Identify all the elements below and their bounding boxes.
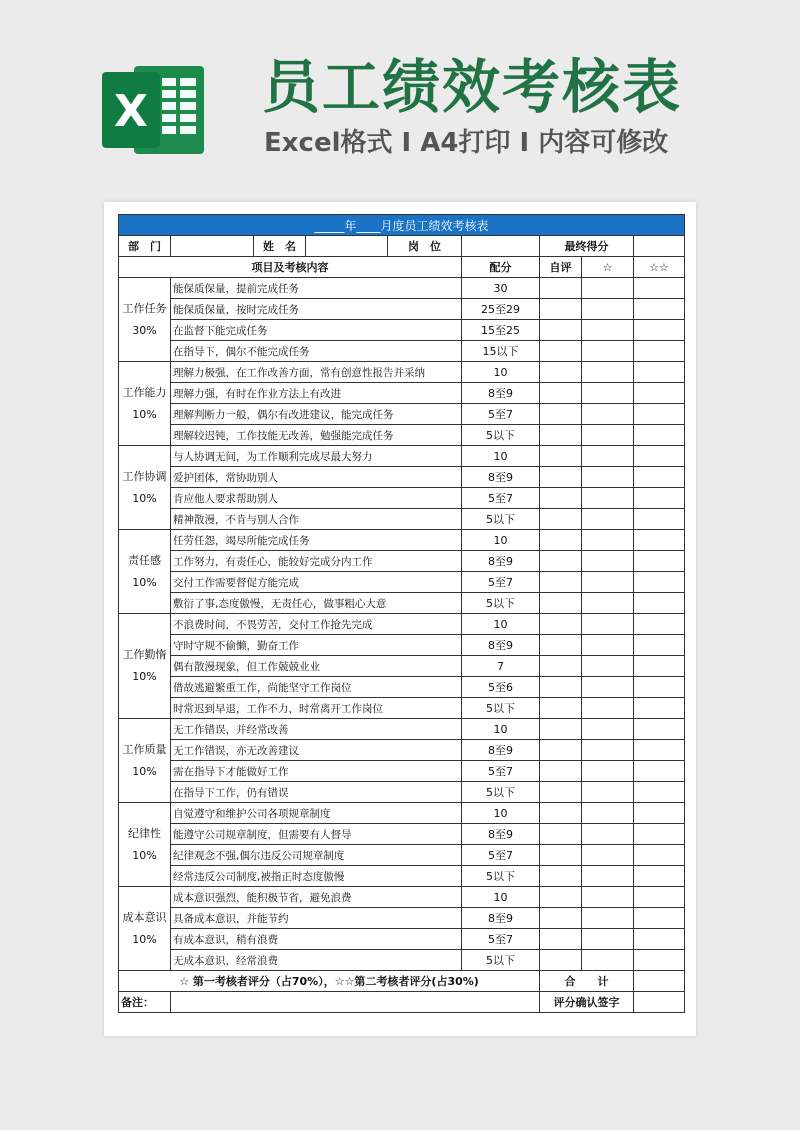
- first-rater-score-cell[interactable]: [582, 614, 634, 635]
- category-name: 责任感: [128, 553, 161, 567]
- second-rater-score-cell[interactable]: [634, 593, 685, 614]
- criteria-score: 5至7: [462, 845, 540, 866]
- first-rater-score-cell[interactable]: [582, 719, 634, 740]
- category-weight: 10%: [132, 491, 157, 505]
- category-cell: [119, 530, 171, 614]
- criteria-row: [119, 929, 685, 950]
- criteria-score: 15以下: [462, 341, 540, 362]
- criteria-text: 守时守规不偷懒，勤奋工作: [171, 635, 462, 656]
- criteria-text: 能保质保量，按时完成任务: [171, 299, 462, 320]
- second-rater-score-cell[interactable]: [634, 950, 685, 971]
- criteria-text: 需在指导下才能做好工作: [171, 761, 462, 782]
- self-score-cell[interactable]: [540, 740, 582, 761]
- category-weight: 10%: [132, 848, 157, 862]
- self-score-cell[interactable]: [540, 320, 582, 341]
- first-rater-score-cell[interactable]: [582, 866, 634, 887]
- sign-cell[interactable]: [634, 992, 685, 1013]
- criteria-row: [119, 719, 685, 740]
- criteria-row: [119, 341, 685, 362]
- second-rater-score-cell[interactable]: [634, 278, 685, 299]
- self-score-cell[interactable]: [540, 551, 582, 572]
- first-rater-score-cell[interactable]: [582, 782, 634, 803]
- criteria-row: [119, 782, 685, 803]
- second-rater-score-cell[interactable]: [634, 803, 685, 824]
- self-score-cell[interactable]: [540, 719, 582, 740]
- criteria-score: 5以下: [462, 698, 540, 719]
- criteria-score: 5至7: [462, 404, 540, 425]
- criteria-score: 5以下: [462, 782, 540, 803]
- criteria-row: [119, 803, 685, 824]
- self-score-cell[interactable]: [540, 656, 582, 677]
- second-rater-score-cell[interactable]: [634, 740, 685, 761]
- self-score-cell[interactable]: [540, 635, 582, 656]
- second-rater-score-cell[interactable]: [634, 509, 685, 530]
- second-rater-column-header: ☆☆: [634, 257, 685, 278]
- first-rater-score-cell[interactable]: [582, 551, 634, 572]
- criteria-score: 25至29: [462, 299, 540, 320]
- second-rater-score-cell[interactable]: [634, 698, 685, 719]
- second-rater-score-cell[interactable]: [634, 530, 685, 551]
- criteria-text: 爱护团体，常协助别人: [171, 467, 462, 488]
- criteria-score: 7: [462, 656, 540, 677]
- criteria-score: 8至9: [462, 551, 540, 572]
- self-score-cell[interactable]: [540, 761, 582, 782]
- category-weight: 30%: [132, 323, 157, 337]
- self-score-cell[interactable]: [540, 908, 582, 929]
- first-rater-score-cell[interactable]: [582, 677, 634, 698]
- criteria-row: [119, 761, 685, 782]
- position-value-cell[interactable]: [462, 236, 540, 257]
- category-cell: [119, 278, 171, 362]
- criteria-score: 5至7: [462, 572, 540, 593]
- criteria-score: 10: [462, 887, 540, 908]
- second-rater-score-cell[interactable]: [634, 383, 685, 404]
- second-rater-score-cell[interactable]: [634, 761, 685, 782]
- criteria-text: 交付工作需要督促方能完成: [171, 572, 462, 593]
- self-score-cell[interactable]: [540, 866, 582, 887]
- criteria-score: 5以下: [462, 593, 540, 614]
- criteria-text: 无工作错误，并经常改善: [171, 719, 462, 740]
- second-rater-score-cell[interactable]: [634, 446, 685, 467]
- criteria-score: 8至9: [462, 383, 540, 404]
- second-rater-score-cell[interactable]: [634, 719, 685, 740]
- criteria-text: 在指导下，偶尔不能完成任务: [171, 341, 462, 362]
- category-name: 工作质量: [122, 742, 167, 756]
- second-rater-score-cell[interactable]: [634, 656, 685, 677]
- self-score-cell[interactable]: [540, 383, 582, 404]
- category-cell: [119, 362, 171, 446]
- category-name: 工作勤惰: [122, 648, 167, 661]
- criteria-text: 无成本意识，经常浪费: [171, 950, 462, 971]
- criteria-score: 8至9: [462, 908, 540, 929]
- self-score-cell[interactable]: [540, 887, 582, 908]
- criteria-score: 5至7: [462, 488, 540, 509]
- rater-weight-note: ☆ 第一考核者评分（占70%），☆☆第二考核者评分(占30%): [119, 971, 540, 992]
- first-rater-score-cell[interactable]: [582, 908, 634, 929]
- criteria-text: 在指导下工作，仍有错误: [171, 782, 462, 803]
- criteria-score: 8至9: [462, 824, 540, 845]
- remark-row: [119, 992, 685, 1013]
- criteria-row: [119, 467, 685, 488]
- criteria-score: 10: [462, 362, 540, 383]
- criteria-row: [119, 635, 685, 656]
- criteria-text: 敷衍了事,态度傲慢，无责任心，做事粗心大意: [171, 593, 462, 614]
- first-rater-score-cell[interactable]: [582, 845, 634, 866]
- criteria-score: 5至6: [462, 677, 540, 698]
- self-score-cell[interactable]: [540, 929, 582, 950]
- criteria-score: 5以下: [462, 950, 540, 971]
- second-rater-score-cell[interactable]: [634, 845, 685, 866]
- self-score-cell[interactable]: [540, 782, 582, 803]
- second-rater-score-cell[interactable]: [634, 677, 685, 698]
- criteria-score: 5以下: [462, 509, 540, 530]
- criteria-row: [119, 425, 685, 446]
- self-score-cell[interactable]: [540, 488, 582, 509]
- self-column-header: 自评: [540, 257, 582, 278]
- first-rater-score-cell[interactable]: [582, 740, 634, 761]
- page-subtitle: Excel格式 I A4打印 I 内容可修改: [264, 128, 669, 158]
- criteria-row: [119, 530, 685, 551]
- first-rater-score-cell[interactable]: [582, 635, 634, 656]
- first-rater-column-header: ☆: [582, 257, 634, 278]
- remark-cell[interactable]: [171, 992, 540, 1013]
- criteria-row: [119, 488, 685, 509]
- first-rater-score-cell[interactable]: [582, 278, 634, 299]
- criteria-text: 不浪费时间，不畏劳苦，交付工作抢先完成: [171, 614, 462, 635]
- self-score-cell[interactable]: [540, 278, 582, 299]
- first-rater-score-cell[interactable]: [582, 362, 634, 383]
- self-score-cell[interactable]: [540, 614, 582, 635]
- second-rater-score-cell[interactable]: [634, 908, 685, 929]
- criteria-row: [119, 593, 685, 614]
- criteria-row: [119, 614, 685, 635]
- self-score-cell[interactable]: [540, 341, 582, 362]
- self-score-cell[interactable]: [540, 362, 582, 383]
- criteria-score: 8至9: [462, 635, 540, 656]
- self-score-cell[interactable]: [540, 677, 582, 698]
- name-value-cell[interactable]: [306, 236, 388, 257]
- first-rater-score-cell[interactable]: [582, 446, 634, 467]
- second-rater-score-cell[interactable]: [634, 887, 685, 908]
- first-rater-score-cell[interactable]: [582, 698, 634, 719]
- criteria-text: 具备成本意识，并能节约: [171, 908, 462, 929]
- criteria-row: [119, 887, 685, 908]
- first-rater-score-cell[interactable]: [582, 929, 634, 950]
- excel-logo-icon: [100, 60, 206, 160]
- second-rater-score-cell[interactable]: [634, 425, 685, 446]
- criteria-text: 理解力极强，在工作改善方面，常有创意性报告并采纳: [171, 362, 462, 383]
- criteria-row: [119, 446, 685, 467]
- self-score-cell[interactable]: [540, 824, 582, 845]
- criteria-row: [119, 845, 685, 866]
- self-score-cell[interactable]: [540, 572, 582, 593]
- criteria-row: [119, 551, 685, 572]
- criteria-row: [119, 383, 685, 404]
- first-rater-score-cell[interactable]: [582, 341, 634, 362]
- info-row: [119, 236, 685, 257]
- second-rater-score-cell[interactable]: [634, 572, 685, 593]
- sign-label: 评分确认签字: [540, 992, 634, 1013]
- category-weight: 10%: [132, 407, 157, 421]
- name-label: 姓 名: [254, 236, 306, 257]
- final-score-label: 最终得分: [540, 236, 634, 257]
- position-label: 岗 位: [388, 236, 462, 257]
- first-rater-score-cell[interactable]: [582, 887, 634, 908]
- criteria-text: 能遵守公司规章制度，但需要有人督导: [171, 824, 462, 845]
- criteria-score: 5以下: [462, 866, 540, 887]
- category-name: 工作任务: [122, 301, 167, 315]
- item-column-header: 项目及考核内容: [119, 257, 462, 278]
- self-score-cell[interactable]: [540, 530, 582, 551]
- final-score-cell[interactable]: [634, 236, 685, 257]
- footer-note-row: [119, 971, 685, 992]
- criteria-text: 自觉遵守和维护公司各项规章制度: [171, 803, 462, 824]
- first-rater-score-cell[interactable]: [582, 383, 634, 404]
- criteria-score: 10: [462, 446, 540, 467]
- self-score-cell[interactable]: [540, 509, 582, 530]
- first-rater-score-cell[interactable]: [582, 824, 634, 845]
- first-rater-score-cell[interactable]: [582, 803, 634, 824]
- second-rater-score-cell[interactable]: [634, 929, 685, 950]
- criteria-row: [119, 740, 685, 761]
- first-rater-score-cell[interactable]: [582, 530, 634, 551]
- criteria-score: 10: [462, 614, 540, 635]
- criteria-text: 有成本意识，稍有浪费: [171, 929, 462, 950]
- dept-value-cell[interactable]: [171, 236, 254, 257]
- self-score-cell[interactable]: [540, 467, 582, 488]
- category-cell: [119, 887, 171, 971]
- category-cell: [119, 614, 171, 719]
- criteria-text: 理解较迟钝，工作技能无改善，勉强能完成任务: [171, 425, 462, 446]
- category-name: 工作协调: [122, 469, 167, 483]
- first-rater-score-cell[interactable]: [582, 761, 634, 782]
- criteria-row: [119, 509, 685, 530]
- criteria-score: 5至7: [462, 929, 540, 950]
- criteria-text: 无工作错误，亦无改善建议: [171, 740, 462, 761]
- criteria-row: [119, 950, 685, 971]
- first-rater-score-cell[interactable]: [582, 509, 634, 530]
- self-score-cell[interactable]: [540, 446, 582, 467]
- criteria-row: [119, 362, 685, 383]
- criteria-text: 工作努力，有责任心，能较好完成分内工作: [171, 551, 462, 572]
- category-weight: 10%: [132, 764, 157, 778]
- first-rater-score-cell[interactable]: [582, 404, 634, 425]
- criteria-row: [119, 404, 685, 425]
- caption-row: [119, 215, 685, 236]
- first-rater-score-cell[interactable]: [582, 593, 634, 614]
- criteria-score: 8至9: [462, 740, 540, 761]
- category-name: 工作能力: [122, 385, 167, 399]
- remark-label: 备注：: [119, 992, 171, 1013]
- criteria-row: [119, 320, 685, 341]
- first-rater-score-cell[interactable]: [582, 467, 634, 488]
- criteria-row: [119, 908, 685, 929]
- criteria-text: 肯应他人要求帮助别人: [171, 488, 462, 509]
- dept-label: 部 门: [119, 236, 171, 257]
- second-rater-score-cell[interactable]: [634, 467, 685, 488]
- criteria-row: [119, 572, 685, 593]
- criteria-score: 15至25: [462, 320, 540, 341]
- self-score-cell[interactable]: [540, 593, 582, 614]
- second-rater-score-cell[interactable]: [634, 614, 685, 635]
- category-weight: 10%: [132, 670, 157, 683]
- self-score-cell[interactable]: [540, 425, 582, 446]
- criteria-text: 借故逃避繁重工作，尚能坚守工作岗位: [171, 677, 462, 698]
- appraisal-table: [118, 214, 685, 1013]
- self-score-cell[interactable]: [540, 950, 582, 971]
- criteria-row: [119, 656, 685, 677]
- criteria-text: 理解判断力一般，偶尔有改进建议，能完成任务: [171, 404, 462, 425]
- first-rater-score-cell[interactable]: [582, 320, 634, 341]
- category-weight: 10%: [132, 575, 157, 589]
- second-rater-score-cell[interactable]: [634, 341, 685, 362]
- criteria-score: 30: [462, 278, 540, 299]
- criteria-row: [119, 866, 685, 887]
- first-rater-score-cell[interactable]: [582, 572, 634, 593]
- criteria-row: [119, 299, 685, 320]
- second-rater-score-cell[interactable]: [634, 488, 685, 509]
- first-rater-score-cell[interactable]: [582, 950, 634, 971]
- total-label: 合 计: [540, 971, 634, 992]
- criteria-row: [119, 698, 685, 719]
- column-header-row: [119, 257, 685, 278]
- criteria-score: 8至9: [462, 467, 540, 488]
- criteria-text: 经常违反公司制度,被指正时态度傲慢: [171, 866, 462, 887]
- logo-letter: X: [114, 86, 148, 137]
- second-rater-score-cell[interactable]: [634, 635, 685, 656]
- criteria-score: 5至7: [462, 761, 540, 782]
- document-sheet: [104, 202, 696, 1036]
- category-cell: [119, 446, 171, 530]
- second-rater-score-cell[interactable]: [634, 782, 685, 803]
- page-header: [0, 0, 800, 195]
- second-rater-score-cell[interactable]: [634, 320, 685, 341]
- first-rater-score-cell[interactable]: [582, 425, 634, 446]
- second-rater-score-cell[interactable]: [634, 299, 685, 320]
- self-score-cell[interactable]: [540, 404, 582, 425]
- self-score-cell[interactable]: [540, 845, 582, 866]
- criteria-row: [119, 677, 685, 698]
- criteria-text: 能保质保量，提前完成任务: [171, 278, 462, 299]
- second-rater-score-cell[interactable]: [634, 551, 685, 572]
- first-rater-score-cell[interactable]: [582, 299, 634, 320]
- criteria-score: 10: [462, 803, 540, 824]
- criteria-row: [119, 824, 685, 845]
- second-rater-score-cell[interactable]: [634, 824, 685, 845]
- criteria-score: 10: [462, 719, 540, 740]
- category-name: 成本意识: [122, 910, 167, 924]
- criteria-text: 与人协调无间，为工作顺利完成尽最大努力: [171, 446, 462, 467]
- category-weight: 10%: [132, 932, 157, 946]
- sheet-caption: _____年____月度员工绩效考核表: [119, 215, 685, 236]
- criteria-text: 纪律观念不强,偶尔违反公司规章制度: [171, 845, 462, 866]
- score-column-header: 配分: [462, 257, 540, 278]
- second-rater-score-cell[interactable]: [634, 404, 685, 425]
- criteria-text: 精神散漫，不肯与别人合作: [171, 509, 462, 530]
- criteria-text: 成本意识强烈，能积极节省，避免浪费: [171, 887, 462, 908]
- criteria-text: 偶有散漫现象，但工作兢兢业业: [171, 656, 462, 677]
- criteria-text: 时常迟到早退，工作不力，时常离开工作岗位: [171, 698, 462, 719]
- category-cell: [119, 803, 171, 887]
- category-name: 纪律性: [128, 826, 161, 840]
- criteria-score: 5以下: [462, 425, 540, 446]
- total-value-cell[interactable]: [634, 971, 685, 992]
- self-score-cell[interactable]: [540, 698, 582, 719]
- first-rater-score-cell[interactable]: [582, 488, 634, 509]
- criteria-row: [119, 278, 685, 299]
- self-score-cell[interactable]: [540, 803, 582, 824]
- first-rater-score-cell[interactable]: [582, 656, 634, 677]
- self-score-cell[interactable]: [540, 299, 582, 320]
- criteria-score: 10: [462, 530, 540, 551]
- second-rater-score-cell[interactable]: [634, 362, 685, 383]
- criteria-text: 在监督下能完成任务: [171, 320, 462, 341]
- category-cell: [119, 719, 171, 803]
- page-title: 员工绩效考核表: [262, 53, 683, 121]
- criteria-text: 理解力强，有时在作业方法上有改进: [171, 383, 462, 404]
- second-rater-score-cell[interactable]: [634, 866, 685, 887]
- criteria-text: 任劳任怨，竭尽所能完成任务: [171, 530, 462, 551]
